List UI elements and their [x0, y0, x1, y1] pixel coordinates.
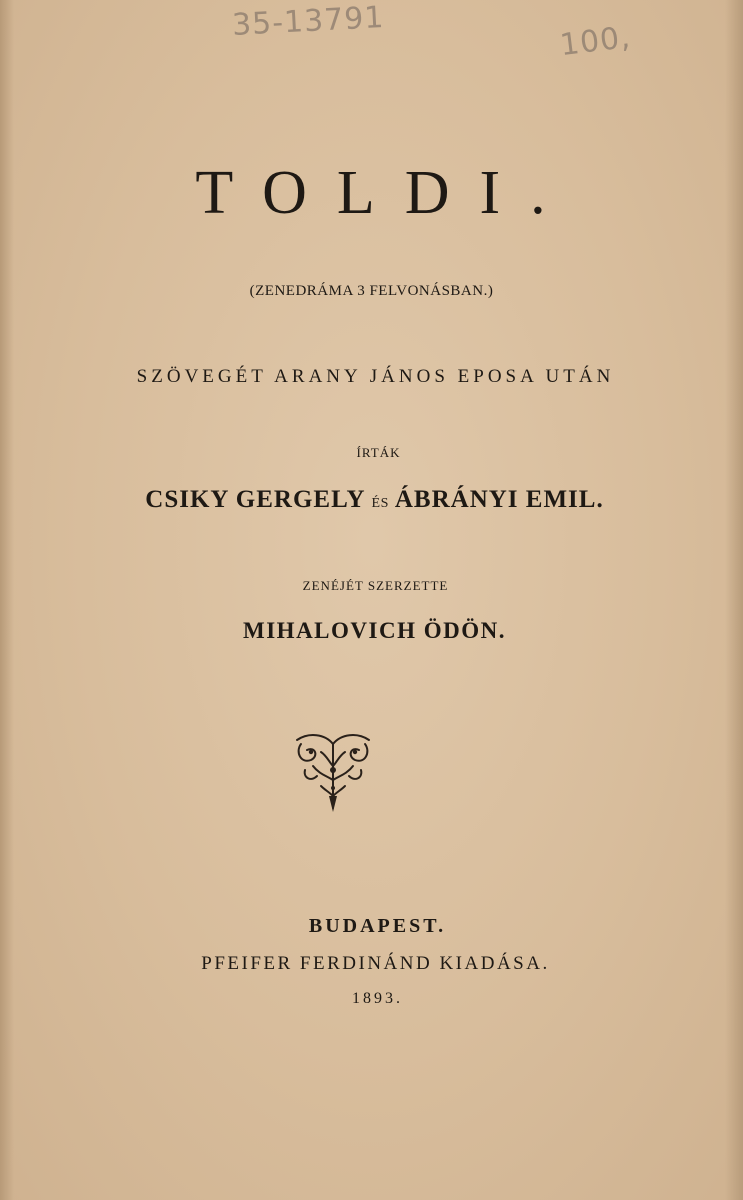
price-annotation: 100,	[558, 19, 633, 64]
author-1: CSIKY GERGELY	[145, 486, 366, 513]
publication-year: 1893.	[352, 990, 403, 1007]
book-subtitle: (ZENEDRÁMA 3 FELVONÁSBAN.)	[249, 283, 494, 299]
composer-name: MIHALOVICH ÖDÖN.	[243, 618, 506, 643]
authors-line	[0, 486, 743, 514]
book-title: TOLDI.	[195, 159, 576, 227]
authors-label: ÍRTÁK	[356, 445, 401, 460]
publication-city: BUDAPEST.	[308, 915, 447, 937]
source-note: SZÖVEGÉT ARANY JÁNOS EPOSA UTÁN	[136, 366, 615, 387]
catalog-number-annotation: 35-13791	[231, 0, 386, 43]
publisher-name: PFEIFER FERDINÁND KIADÁSA.	[201, 953, 550, 974]
conjunction: ÉS	[371, 496, 389, 511]
author-2: ÁBRÁNYI EMIL.	[394, 486, 604, 513]
composer-label: ZENÉJÉT SZERZETTE	[302, 578, 449, 593]
floral-vignette-icon	[291, 730, 375, 814]
